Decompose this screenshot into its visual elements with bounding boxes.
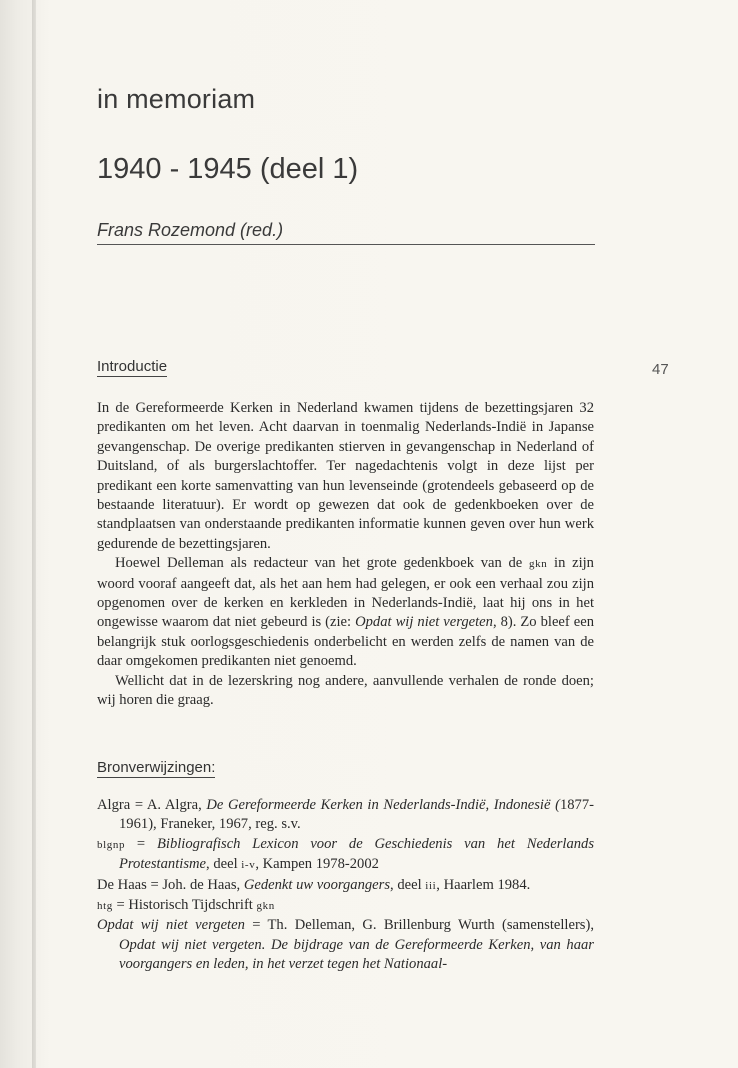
p2-text-c: , 8). Zo bleef een belangrijk stuk oorlogsgeschiedenis onderbelicht en werden zelfs de namen van de daar omgekomen predikanten niet genoemd. [97,614,594,670]
reference-blgnp [97,835,594,876]
section-heading-bronverwijzingen: Bronverwijzingen: [97,759,216,776]
ref-text: , Haarlem 1984. [436,876,531,893]
ref-text: = A. Algra, [130,797,207,813]
ref-text: , deel [390,876,426,893]
p2-text-a: Hoewel Delleman als redacteur van het grote gedenkboek van de [115,555,529,572]
page-number: 47 [652,361,669,378]
ref-text: , Kampen 1978-2002 [255,856,379,873]
ref-key: Opdat wij niet vergeten [97,917,245,934]
ref-text: , deel [206,856,242,873]
binding-gutter [32,0,36,1068]
ref-text: ), Franeker, 1967, reg. s.v. [148,816,301,833]
p2-book-title: Opdat wij niet vergeten [355,614,493,631]
ref-title: De Gereformeerde Kerken in Nederlands-Indië, Indonesië ( [206,797,560,813]
ref-title: Gedenkt uw voorgangers [243,876,391,893]
ref-key: Algra [97,797,131,813]
ref-title: Bibliografisch Lexicon voor de Geschiedenis van het Nederlands Protestantisme [119,835,595,873]
reference-algra [97,796,594,835]
ref-volume: i-v [241,859,256,872]
p2-abbrev-gkn: gkn [529,558,548,571]
ref-key: De Haas [97,876,147,893]
ref-years: 1877-1961 [119,797,594,833]
ref-text: = Joh. de Haas, [146,876,244,893]
ref-text: = [125,835,157,852]
intro-paragraph-2 [97,554,594,671]
page-title: in memoriam [97,84,256,114]
intro-paragraph-3: Wellicht dat in de lezerskring nog andere, aanvullende verhalen de ronde doen; wij horen die graag. [97,672,594,709]
reference-list [97,796,594,975]
ref-volume: iii [425,879,437,892]
reference-htg [97,896,594,916]
p2-text-b: in zijn woord vooraf aangeeft dat, als het aan hem had gelegen, er ook een verhaal zou zijn opgenomen over de kerken en kerkleden in Nederlands-Indië, laat hij ons in het ongewisse waarom dat niet gebeurd is (zie: [97,555,594,631]
section-heading-introductie: Introductie [97,358,168,375]
intro-paragraph-1: In de Gereformeerde Kerken in Nederland kwamen tijdens de bezettingsjaren 32 predikanten om het leven. Acht daarvan in toenmalig Nederlands-Indië in Japanse gevangenschap. De overige predikanten stierven in gevangenschap in Nederland of Duitsland, of als burgerslachtoffer. Ter nagedachtenis volgt in deze lijst per predikant een korte samenvatting van hun levenseinde (grotendeels gebaseerd op de bestaande literatuur). Er wordt op gewezen dat ook de gedenkboeken over de standplaatsen van onderstaande predikanten informatie kunnen geven over hun werk gedurende de bezettingsjaren. [97,400,594,552]
ref-text: = Th. Delleman, G. Brillenburg Wurth (samenstellers), [244,917,594,934]
ref-title: Opdat wij niet vergeten. De bijdrage van de Gereformeerde Kerken, van haar voorgangers en leden, in het verzet tegen het Nationaal- [119,936,594,973]
intro-body [97,399,594,711]
ref-abbrev-gkn: gkn [256,900,275,913]
ref-key: htg [97,900,113,913]
reference-opdat [97,916,594,974]
ref-key: blgnp [97,838,126,851]
ref-text: = Historisch Tijdschrift [112,897,257,914]
reference-de-haas [97,876,594,896]
author-line: Frans Rozemond (red.) [97,220,595,245]
page-subtitle: 1940 - 1945 (deel 1) [97,153,359,185]
